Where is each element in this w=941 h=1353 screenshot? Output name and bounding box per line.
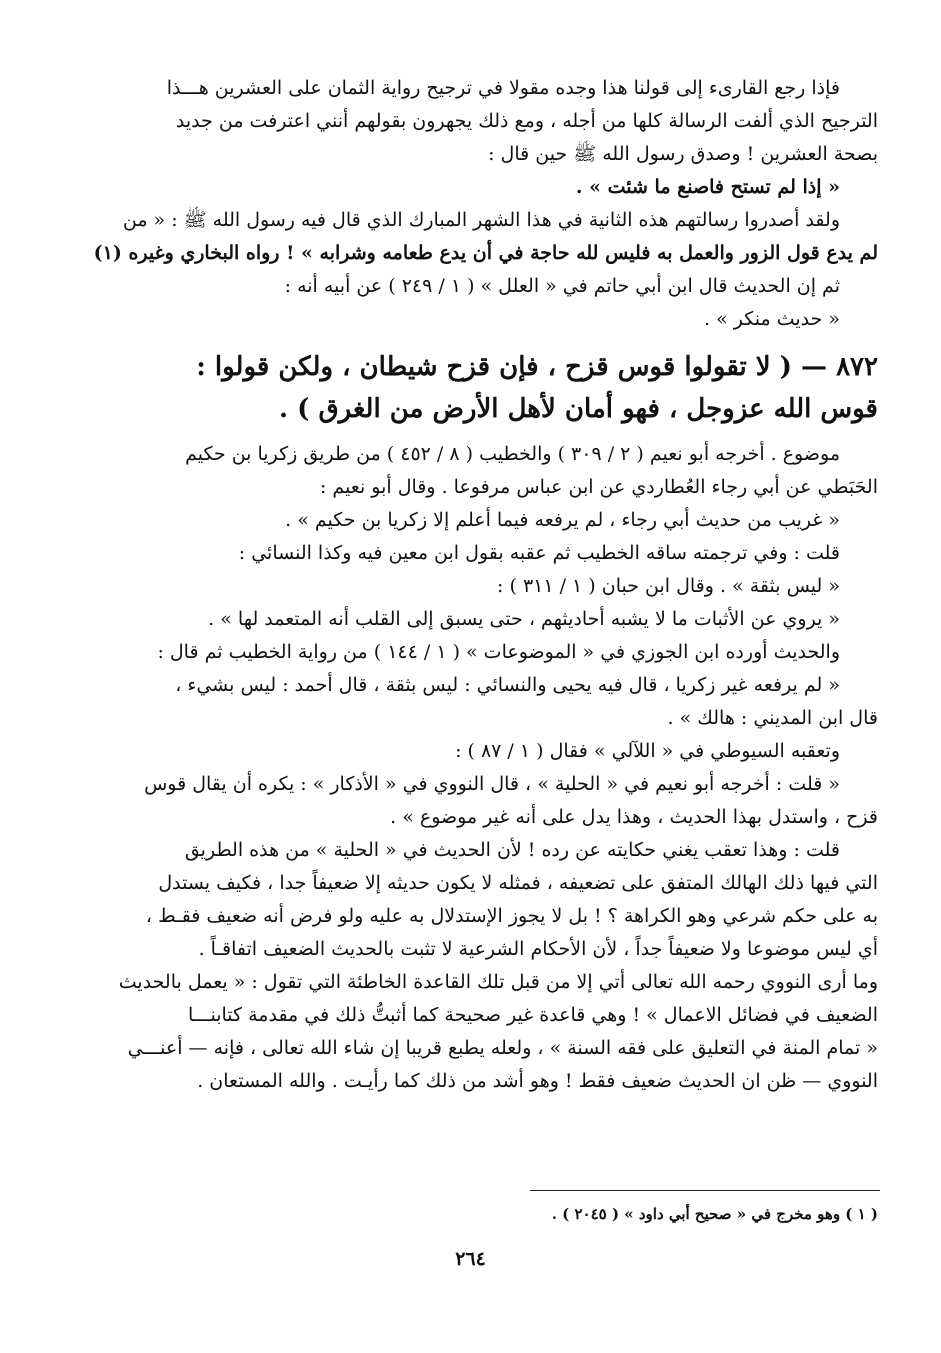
text-line: « قلت : أخرجه أبو نعيم في « الحلية » ، قال النووي في « الأذكار » : يكره أن يقال قوس <box>144 773 840 795</box>
document-page <box>88 72 878 1098</box>
commentary-section <box>88 438 878 1098</box>
text-line: التي فيها ذلك الهالك المتفق على تضعيفه ، فمثله لا يكون حديثه إلا ضعيفاً جدا ، فكيف يستدل <box>158 872 878 894</box>
text-line: « لم يرفعه غير زكريا ، قال فيه يحيى والنسائي : ليس بثقة ، قال أحمد : ليس بشيء ، <box>175 674 840 696</box>
text-line: الحَبَطي عن أبي رجاء العُطاردي عن ابن عباس مرفوعا . وقال أبو نعيم : <box>319 476 878 498</box>
text-line: ثم إن الحديث قال ابن أبي حاتم في « العلل » ( ١ / ٢٤٩ ) عن أبيه أنه : <box>284 275 840 297</box>
intro-section <box>88 72 878 336</box>
text-line: موضوع . أخرجه أبو نعيم ( ٢ / ٣٠٩ ) والخطيب ( ٨ / ٤٥٢ ) من طريق زكريا بن حكيم <box>185 443 840 465</box>
text-line: به على حكم شرعي وهو الكراهة ؟ ! بل لا يجوز الإستدلال به عليه ولو فرض أنه ضعيف فقـط ، <box>145 905 878 927</box>
quoted-hadith-line: لم يدع قول الزور والعمل به فليس لله حاجة في أن يدع طعامه وشرابه » ! رواه البخاري وغيره (١) <box>93 242 878 264</box>
text-line: والحديث أورده ابن الجوزي في « الموضوعات » ( ١ / ١٤٤ ) من رواية الخطيب ثم قال : <box>157 641 840 663</box>
text-line: « يروي عن الأثبات ما لا يشبه أحاديثهم ، حتى يسبق إلى القلب أنه المتعمد لها » . <box>208 608 840 630</box>
text-line: فإذا رجع القارىء إلى قولنا هذا وجده مقولا في ترجيح رواية الثمان على العشرين هـــذا <box>166 77 840 99</box>
text-line: أي ليس موضوعا ولا ضعيفاً جداً ، لأن الأحكام الشرعية لا تثبت بالحديث الضعيف اتفاقـاً . <box>198 938 878 960</box>
text-line: الضعيف في فضائل الاعمال » ! وهي قاعدة غير صحيحة كما أثبتُّ ذلك في مقدمة كتابنـــا <box>187 1004 878 1026</box>
hadith-heading-line: قوس الله عزوجل ، فهو أمان لأهل الأرض من الغرق ) . <box>279 394 878 424</box>
quoted-hadith-line: « إذا لم تستح فاصنع ما شئت » . <box>575 176 840 198</box>
text-line: « ليس بثقة » . وقال ابن حبان ( ١ / ٣١١ ) : <box>497 575 840 597</box>
text-line: الترجيح الذي ألفت الرسالة كلها من أجله ، ومع ذلك يجهرون بقولهم أنني اعترفت من جديد <box>175 110 878 132</box>
text-line: « غريب من حديث أبي رجاء ، لم يرفعه فيما أعلم إلا زكريا بن حكيم » . <box>285 509 840 531</box>
text-line: قزح ، واستدل بهذا الحديث ، وهذا يدل على أنه غير موضوع » . <box>390 806 878 828</box>
text-line: « حديث منكر » . <box>704 308 840 330</box>
text-line: بصحة العشرين ! وصدق رسول الله ﷺ حين قال : <box>488 143 878 165</box>
text-line: وتعقبه السيوطي في « اللآلي » فقال ( ١ / ٨٧ ) : <box>455 740 840 762</box>
text-line: النووي — ظن ان الحديث ضعيف فقط ! وهو أشد من ذلك كما رأيـت . والله المستعان . <box>197 1070 878 1092</box>
text-line: قلت : وفي ترجمته ساقه الخطيب ثم عقبه بقول ابن معين فيه وكذا النسائي : <box>238 542 840 564</box>
text-line: وما أرى النووي رحمه الله تعالى أتي إلا من قبل تلك القاعدة الخاطئة التي تقول : « يعمل بالحديث <box>118 971 878 993</box>
text-line: « تمام المنة في التعليق على فقه السنة » ، ولعله يطبع قريبا إن شاء الله تعالى ، فإنه — أعنـــي <box>127 1037 878 1059</box>
hadith-heading-line: ٨٧٢ — ( لا تقولوا قوس قزح ، فإن قزح شيطان ، ولكن قولوا : <box>196 352 878 382</box>
text-line: قال ابن المديني : هالك » . <box>667 707 878 729</box>
text-line: ولقد أصدروا رسالتهم هذه الثانية في هذا الشهر المبارك الذي قال فيه رسول الله ﷺ : « من <box>122 209 840 231</box>
footnote-divider <box>530 1190 880 1191</box>
text-line: قلت : وهذا تعقب يغني حكايته عن رده ! لأن الحديث في « الحلية » من هذه الطريق <box>184 839 840 861</box>
footnote: ( ١ ) وهو مخرج في « صحيح أبي داود » ( ٢٠٤٥ ) . <box>551 1205 878 1223</box>
hadith-heading <box>88 346 878 430</box>
page-number: ٢٦٤ <box>455 1248 486 1270</box>
